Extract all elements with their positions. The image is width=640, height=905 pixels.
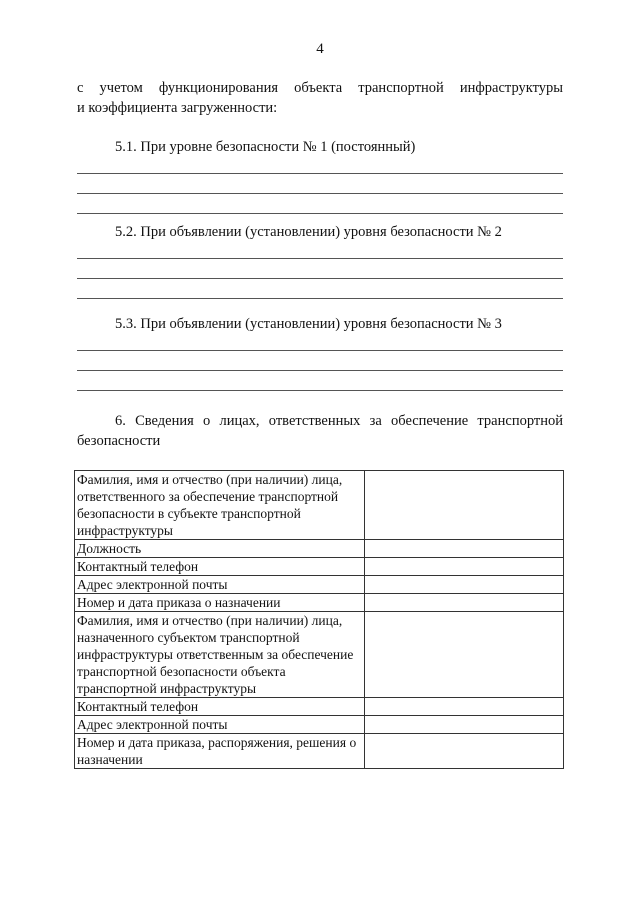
blank-line bbox=[77, 258, 563, 259]
row-value-cell[interactable] bbox=[364, 471, 563, 540]
row-label: Контактный телефон bbox=[75, 558, 365, 576]
row-label: Должность bbox=[75, 540, 365, 558]
subsection-5-1-heading: 5.1. При уровне безопасности № 1 (постоянный) bbox=[115, 139, 416, 155]
blank-line bbox=[77, 390, 563, 391]
table-row bbox=[75, 612, 564, 698]
row-value-cell[interactable] bbox=[364, 540, 563, 558]
row-value-cell[interactable] bbox=[364, 612, 563, 698]
table-row bbox=[75, 576, 564, 594]
blank-line bbox=[77, 350, 563, 351]
table-row bbox=[75, 716, 564, 734]
table-row bbox=[75, 558, 564, 576]
row-value-cell[interactable] bbox=[364, 698, 563, 716]
responsible-persons-table bbox=[74, 470, 564, 769]
table-row bbox=[75, 734, 564, 769]
row-value-cell[interactable] bbox=[364, 734, 563, 769]
intro-line-1: с учетом функционирования объекта транспортной инфраструктуры bbox=[77, 80, 563, 96]
section-6-heading bbox=[77, 411, 563, 451]
subsection-5-3-heading: 5.3. При объявлении (установлении) уровня безопасности № 3 bbox=[115, 316, 502, 332]
blank-line bbox=[77, 298, 563, 299]
subsection-5-2-heading: 5.2. При объявлении (установлении) уровня безопасности № 2 bbox=[115, 224, 502, 240]
blank-line bbox=[77, 173, 563, 174]
row-value-cell[interactable] bbox=[364, 716, 563, 734]
row-label: Адрес электронной почты bbox=[75, 576, 365, 594]
intro-line-2: и коэффициента загруженности: bbox=[77, 100, 278, 116]
blank-line bbox=[77, 278, 563, 279]
blank-line bbox=[77, 370, 563, 371]
table-row bbox=[75, 594, 564, 612]
row-label: Фамилия, имя и отчество (при наличии) лица, назначенного субъектом транспортной инфраструктуры ответственным за обеспечение транспортной безопасности объекта транспортной инфраструктуры bbox=[75, 612, 365, 698]
table-row bbox=[75, 471, 564, 540]
table-row bbox=[75, 540, 564, 558]
row-value-cell[interactable] bbox=[364, 576, 563, 594]
section-6-line-2: безопасности bbox=[77, 433, 161, 449]
page-number: 4 bbox=[316, 41, 324, 57]
intro-paragraph bbox=[77, 78, 563, 118]
blank-line bbox=[77, 213, 563, 214]
row-label: Адрес электронной почты bbox=[75, 716, 365, 734]
table-row bbox=[75, 698, 564, 716]
row-label: Номер и дата приказа о назначении bbox=[75, 594, 365, 612]
row-label: Номер и дата приказа, распоряжения, решения о назначении bbox=[75, 734, 365, 769]
row-label: Фамилия, имя и отчество (при наличии) лица, ответственного за обеспечение транспортной безопасности в субъекте транспортной инфраструктуры bbox=[75, 471, 365, 540]
row-label: Контактный телефон bbox=[75, 698, 365, 716]
section-6-line-1: 6. Сведения о лицах, ответственных за обеспечение транспортной bbox=[115, 413, 563, 429]
row-value-cell[interactable] bbox=[364, 558, 563, 576]
blank-line bbox=[77, 193, 563, 194]
row-value-cell[interactable] bbox=[364, 594, 563, 612]
